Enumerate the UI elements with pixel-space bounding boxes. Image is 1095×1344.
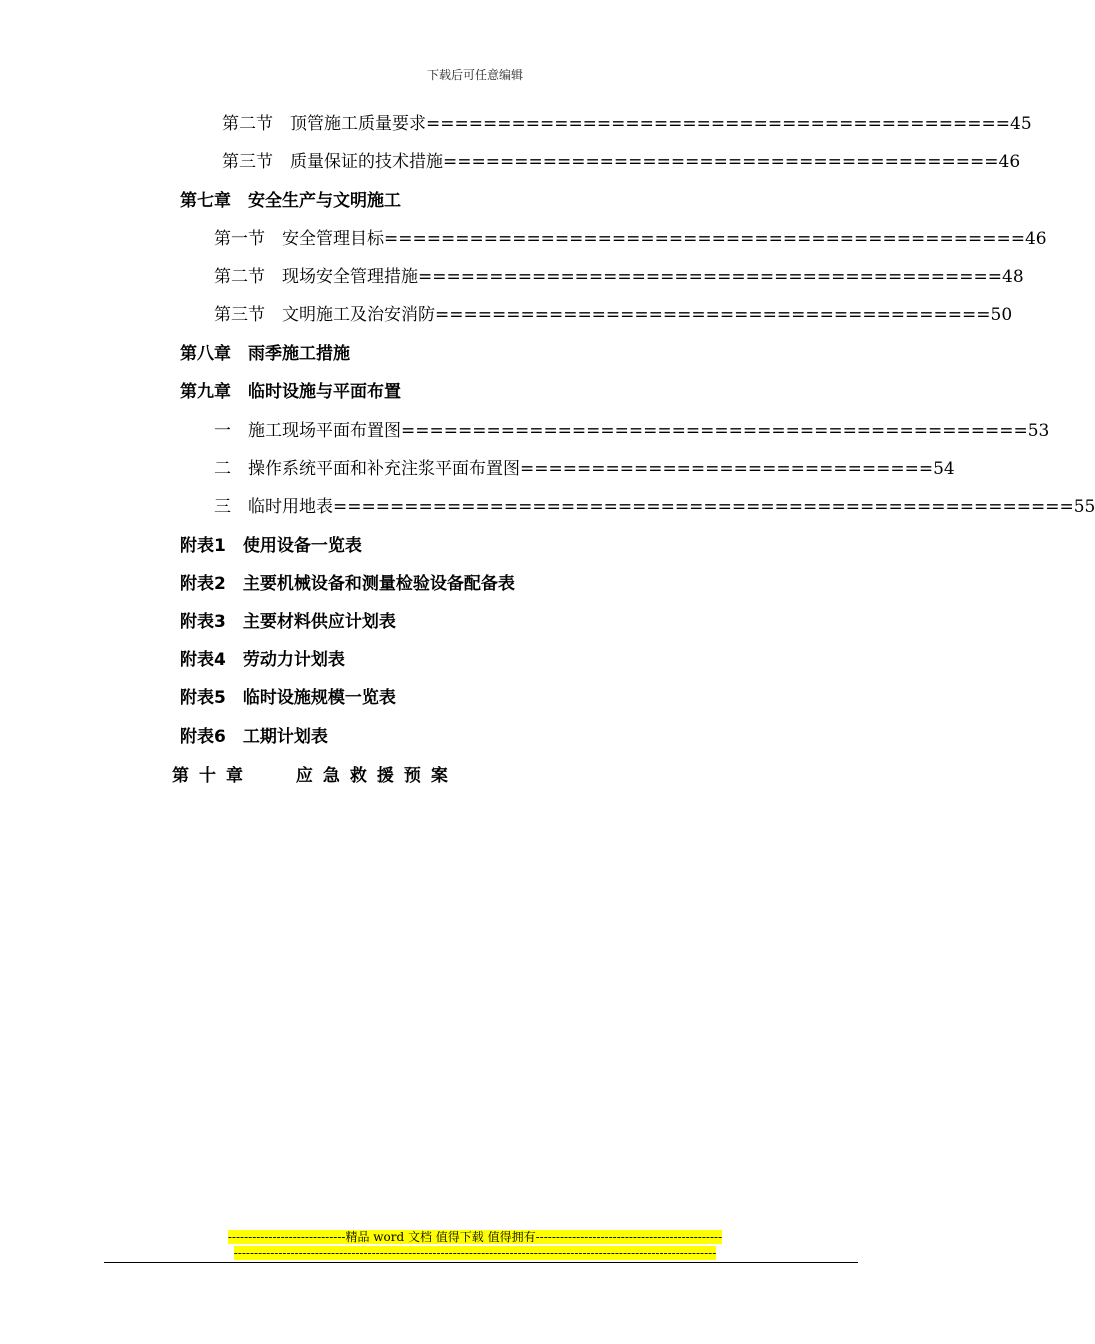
footer-promo-text: -----------------------------精品 word 文档 值得下载 值得拥有----------------------------------------------	[227, 1230, 723, 1244]
toc-chapter-7-section-2[interactable]: 第二节 现场安全管理措施=========================================48	[214, 267, 1024, 287]
footer-divider	[104, 1262, 858, 1263]
toc-section-3-quality[interactable]: 第三节 质量保证的技术措施=======================================46	[222, 152, 1021, 172]
toc-chapter-9[interactable]: 第九章 临时设施与平面布置	[180, 382, 401, 402]
toc-chapter-7-section-1[interactable]: 第一节 安全管理目标=============================================46	[214, 229, 1047, 249]
toc-appendix-6[interactable]: 附表6 工期计划表	[180, 727, 328, 747]
page-header: 下载后可任意编辑	[426, 68, 523, 82]
toc-appendix-5[interactable]: 附表5 临时设施规模一览表	[180, 688, 396, 708]
footer-promo-line	[0, 1230, 950, 1245]
toc-chapter-10[interactable]: 第十章 应急救援预案	[172, 766, 458, 786]
toc-appendix-4[interactable]: 附表4 劳动力计划表	[180, 650, 345, 670]
toc-appendix-1[interactable]: 附表1 使用设备一览表	[180, 536, 362, 556]
toc-section-2-quality[interactable]: 第二节 顶管施工质量要求=========================================45	[222, 114, 1032, 134]
toc-appendix-2[interactable]: 附表2 主要机械设备和测量检验设备配备表	[180, 574, 515, 594]
toc-chapter-9-item-1[interactable]: 一 施工现场平面布置图============================================53	[214, 421, 1050, 441]
toc-chapter-9-item-2[interactable]: 二 操作系统平面和补充注浆平面布置图=============================54	[214, 459, 955, 479]
toc-chapter-8[interactable]: 第八章 雨季施工措施	[180, 344, 350, 364]
toc-appendix-3[interactable]: 附表3 主要材料供应计划表	[180, 612, 396, 632]
footer-dash-text: -----------------------------------------------------------------------------------------------------------------------	[233, 1246, 717, 1260]
toc-chapter-9-item-3[interactable]: 三 临时用地表====================================================55	[214, 497, 1095, 517]
toc-chapter-7[interactable]: 第七章 安全生产与文明施工	[180, 191, 401, 211]
toc-chapter-7-section-3[interactable]: 第三节 文明施工及治安消防=======================================50	[214, 305, 1013, 325]
footer-dash-line	[0, 1246, 950, 1261]
